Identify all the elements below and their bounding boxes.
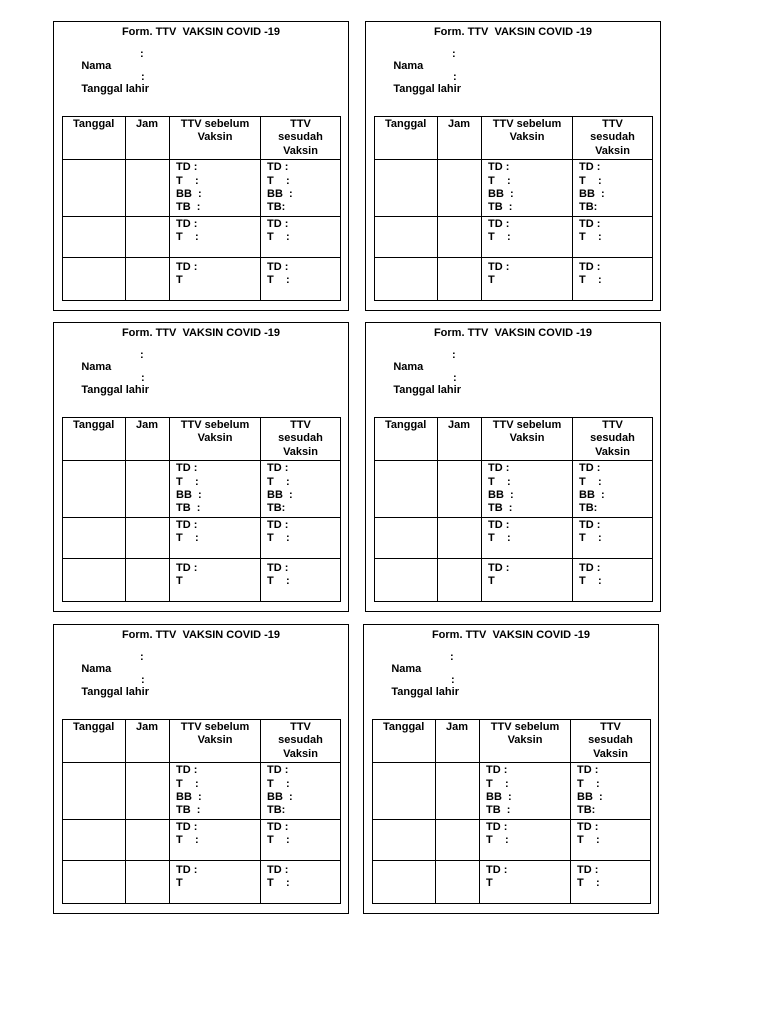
- header-ttv-sesudah-line1: TTV: [602, 118, 623, 130]
- tanggal-cell: [375, 461, 438, 518]
- ttv-form-card: [363, 624, 659, 914]
- tanggal-lahir-colon: :: [453, 372, 457, 384]
- before-vitals-cell: [482, 558, 573, 601]
- header-ttv-sebelum-line1: TTV sebelum: [180, 721, 250, 733]
- vital-line: T :: [176, 174, 199, 187]
- vital-line: TD :: [176, 217, 198, 230]
- tanggal-cell: [63, 257, 126, 300]
- header-jam: Jam: [126, 720, 170, 763]
- header-ttv-sesudah-line2: sesudah: [278, 131, 323, 144]
- header-tanggal: Tanggal: [375, 418, 438, 461]
- header-ttv-sebelum: [482, 418, 573, 461]
- jam-cell: [436, 860, 480, 903]
- table-row: [63, 819, 341, 860]
- header-ttv-sebelum-line2: Vaksin: [509, 131, 545, 144]
- after-vitals-cell: [571, 819, 651, 860]
- table-row: [375, 558, 653, 601]
- ttv-table: [62, 116, 341, 301]
- header-ttv-sesudah: [261, 418, 341, 461]
- header-ttv-sesudah-line1: TTV: [600, 721, 621, 733]
- jam-cell: [438, 160, 482, 217]
- tanggal-cell: [375, 160, 438, 217]
- nama-label: Nama: [393, 361, 424, 373]
- vital-line: BB :: [267, 791, 293, 804]
- header-ttv-sesudah-line1: TTV: [290, 721, 311, 733]
- tanggal-cell: [63, 216, 126, 257]
- nama-colon: :: [452, 48, 456, 60]
- after-vitals-cell: [571, 860, 651, 903]
- table-row: [375, 160, 653, 217]
- before-vitals-cell: [480, 860, 571, 903]
- jam-cell: [438, 461, 482, 518]
- vital-line: T :: [579, 475, 602, 488]
- jam-cell: [438, 517, 482, 558]
- vital-line: BB :: [176, 188, 202, 201]
- vital-line: T :: [176, 532, 199, 545]
- jam-cell: [126, 819, 170, 860]
- header-ttv-sesudah-line2: sesudah: [590, 131, 635, 144]
- header-ttv-sesudah: [261, 720, 341, 763]
- tanggal-lahir-colon: :: [141, 71, 145, 83]
- table-row: [63, 216, 341, 257]
- vital-line: BB :: [488, 489, 514, 502]
- vital-line: TD :: [579, 518, 601, 531]
- after-vitals-cell: [573, 517, 653, 558]
- nama-colon: :: [452, 349, 456, 361]
- vital-line: T :: [488, 475, 511, 488]
- vital-line: T :: [176, 834, 199, 847]
- ttv-table: [62, 417, 341, 602]
- form-title: Form. TTV VAKSIN COVID -19: [431, 629, 591, 641]
- table-header-row: [375, 117, 653, 160]
- before-vitals-cell: [480, 819, 571, 860]
- table-row: [63, 517, 341, 558]
- vital-line: T :: [267, 274, 290, 287]
- header-ttv-sebelum-line1: TTV sebelum: [180, 419, 250, 431]
- header-ttv-sesudah: [573, 117, 653, 160]
- header-ttv-sesudah-line3: Vaksin: [595, 445, 630, 458]
- vital-line: T :: [486, 834, 509, 847]
- after-vitals-cell: [261, 819, 341, 860]
- vital-line: TD :: [486, 764, 508, 777]
- after-vitals-cell: [573, 160, 653, 217]
- header-ttv-sebelum-line1: TTV sebelum: [490, 721, 560, 733]
- nama-colon: :: [140, 48, 144, 60]
- vital-line: TD :: [488, 462, 510, 475]
- ttv-table: [372, 719, 651, 904]
- header-ttv-sebelum: [482, 117, 573, 160]
- table-row: [375, 517, 653, 558]
- vital-line: T :: [267, 877, 290, 890]
- jam-cell: [438, 558, 482, 601]
- table-row: [375, 257, 653, 300]
- vital-line: TB:: [579, 201, 598, 214]
- after-vitals-cell: [261, 461, 341, 518]
- table-header-row: [63, 418, 341, 461]
- tanggal-cell: [63, 558, 126, 601]
- vital-line: T :: [579, 575, 602, 588]
- vital-line: TD :: [577, 764, 599, 777]
- vital-line: BB :: [579, 188, 605, 201]
- vital-line: TD :: [176, 518, 198, 531]
- vital-line: TD :: [267, 764, 289, 777]
- vital-line: TB :: [486, 804, 511, 817]
- tanggal-cell: [63, 160, 126, 217]
- table-row: [373, 763, 651, 820]
- vital-line: TD :: [488, 518, 510, 531]
- vital-line: TD :: [176, 764, 198, 777]
- tanggal-cell: [63, 461, 126, 518]
- tanggal-cell: [375, 257, 438, 300]
- vital-line: TB :: [176, 502, 201, 515]
- table-row: [375, 461, 653, 518]
- header-ttv-sesudah: [571, 720, 651, 763]
- vital-line: TD :: [579, 217, 601, 230]
- tanggal-lahir-field: [63, 71, 149, 119]
- vital-line: TD :: [267, 462, 289, 475]
- vital-line: BB :: [267, 188, 293, 201]
- tanggal-lahir-label: Tanggal lahir: [393, 83, 461, 95]
- tanggal-lahir-field: [375, 71, 461, 119]
- vital-line: TB :: [176, 804, 201, 817]
- before-vitals-cell: [482, 216, 573, 257]
- vital-line: T :: [267, 475, 290, 488]
- form-title: Form. TTV VAKSIN COVID -19: [121, 26, 281, 38]
- vital-line: T :: [579, 174, 602, 187]
- header-ttv-sebelum-line1: TTV sebelum: [492, 118, 562, 130]
- vital-line: TB:: [267, 201, 286, 214]
- form-title: Form. TTV VAKSIN COVID -19: [433, 26, 593, 38]
- before-vitals-cell: [170, 216, 261, 257]
- vital-line: TD :: [267, 561, 289, 574]
- jam-cell: [438, 216, 482, 257]
- form-title: Form. TTV VAKSIN COVID -19: [121, 629, 281, 641]
- header-ttv-sebelum-line1: TTV sebelum: [180, 118, 250, 130]
- nama-colon: :: [450, 651, 454, 663]
- form-title: Form. TTV VAKSIN COVID -19: [121, 327, 281, 339]
- form-title: Form. TTV VAKSIN COVID -19: [433, 327, 593, 339]
- before-vitals-cell: [482, 461, 573, 518]
- header-ttv-sesudah: [573, 418, 653, 461]
- before-vitals-cell: [170, 860, 261, 903]
- header-ttv-sesudah-line3: Vaksin: [283, 445, 318, 458]
- header-ttv-sebelum-line1: TTV sebelum: [492, 419, 562, 431]
- tanggal-lahir-colon: :: [451, 674, 455, 686]
- vital-line: TD :: [486, 863, 508, 876]
- tanggal-lahir-label: Tanggal lahir: [81, 384, 149, 396]
- nama-label: Nama: [81, 361, 112, 373]
- vital-line: T :: [267, 532, 290, 545]
- vital-line: T: [488, 575, 495, 588]
- jam-cell: [126, 461, 170, 518]
- before-vitals-cell: [170, 517, 261, 558]
- after-vitals-cell: [261, 160, 341, 217]
- vital-line: TD :: [176, 561, 198, 574]
- ttv-table: [62, 719, 341, 904]
- vital-line: TD :: [267, 820, 289, 833]
- vital-line: BB :: [267, 489, 293, 502]
- header-ttv-sesudah-line1: TTV: [290, 118, 311, 130]
- tanggal-lahir-colon: :: [453, 71, 457, 83]
- vital-line: T :: [488, 532, 511, 545]
- tanggal-lahir-field: [63, 372, 149, 420]
- table-row: [63, 860, 341, 903]
- tanggal-lahir-label: Tanggal lahir: [81, 686, 149, 698]
- header-ttv-sebelum: [170, 720, 261, 763]
- vital-line: T :: [488, 174, 511, 187]
- before-vitals-cell: [482, 257, 573, 300]
- vital-line: TD :: [488, 217, 510, 230]
- header-ttv-sebelum-line2: Vaksin: [507, 734, 543, 747]
- table-row: [63, 558, 341, 601]
- header-tanggal: Tanggal: [373, 720, 436, 763]
- vital-line: TD :: [267, 518, 289, 531]
- before-vitals-cell: [480, 763, 571, 820]
- vital-line: T :: [267, 174, 290, 187]
- header-ttv-sesudah-line3: Vaksin: [595, 144, 630, 157]
- vital-line: T :: [267, 777, 290, 790]
- vital-line: TD :: [267, 863, 289, 876]
- vital-line: T :: [579, 274, 602, 287]
- table-row: [373, 819, 651, 860]
- vital-line: BB :: [577, 791, 603, 804]
- tanggal-cell: [63, 860, 126, 903]
- ttv-form-card: [53, 624, 349, 914]
- tanggal-cell: [63, 517, 126, 558]
- vital-line: T :: [579, 231, 602, 244]
- before-vitals-cell: [170, 819, 261, 860]
- after-vitals-cell: [261, 216, 341, 257]
- table-header-row: [63, 117, 341, 160]
- vital-line: T: [488, 274, 495, 287]
- vital-line: TD :: [176, 863, 198, 876]
- table-row: [63, 763, 341, 820]
- before-vitals-cell: [482, 160, 573, 217]
- tanggal-lahir-field: [373, 674, 459, 722]
- vital-line: TD :: [267, 161, 289, 174]
- vital-line: T :: [579, 532, 602, 545]
- tanggal-cell: [373, 819, 436, 860]
- header-ttv-sesudah: [261, 117, 341, 160]
- vital-line: BB :: [176, 791, 202, 804]
- header-jam: Jam: [126, 117, 170, 160]
- vital-line: TD :: [488, 561, 510, 574]
- vital-line: TD :: [577, 820, 599, 833]
- header-ttv-sesudah-line3: Vaksin: [283, 144, 318, 157]
- vital-line: TD :: [176, 820, 198, 833]
- vital-line: TD :: [488, 161, 510, 174]
- ttv-form-card: [365, 322, 661, 612]
- vital-line: T :: [577, 834, 600, 847]
- vital-line: T: [176, 877, 183, 890]
- vital-line: T :: [176, 475, 199, 488]
- vital-line: TD :: [176, 260, 198, 273]
- vital-line: BB :: [176, 489, 202, 502]
- vital-line: T :: [176, 231, 199, 244]
- ttv-form-card: [365, 21, 661, 311]
- tanggal-cell: [375, 517, 438, 558]
- after-vitals-cell: [573, 216, 653, 257]
- tanggal-cell: [375, 216, 438, 257]
- header-ttv-sebelum-line2: Vaksin: [197, 432, 233, 445]
- vital-line: T :: [176, 777, 199, 790]
- nama-label: Nama: [81, 663, 112, 675]
- nama-colon: :: [140, 349, 144, 361]
- jam-cell: [436, 819, 480, 860]
- vital-line: TB:: [267, 804, 286, 817]
- tanggal-cell: [375, 558, 438, 601]
- header-ttv-sesudah-line2: sesudah: [590, 432, 635, 445]
- tanggal-lahir-label: Tanggal lahir: [391, 686, 459, 698]
- header-tanggal: Tanggal: [63, 720, 126, 763]
- nama-label: Nama: [393, 60, 424, 72]
- vital-line: T :: [577, 777, 600, 790]
- ttv-table: [374, 417, 653, 602]
- vital-line: T: [486, 877, 493, 890]
- header-ttv-sesudah-line2: sesudah: [278, 734, 323, 747]
- vital-line: TD :: [176, 462, 198, 475]
- tanggal-lahir-colon: :: [141, 372, 145, 384]
- tanggal-lahir-colon: :: [141, 674, 145, 686]
- before-vitals-cell: [170, 558, 261, 601]
- ttv-form-card: [53, 322, 349, 612]
- after-vitals-cell: [261, 860, 341, 903]
- vital-line: TD :: [579, 462, 601, 475]
- nama-colon: :: [140, 651, 144, 663]
- tanggal-cell: [63, 819, 126, 860]
- vital-line: T :: [488, 231, 511, 244]
- jam-cell: [126, 860, 170, 903]
- header-tanggal: Tanggal: [375, 117, 438, 160]
- vital-line: T: [176, 575, 183, 588]
- table-header-row: [373, 720, 651, 763]
- tanggal-lahir-field: [375, 372, 461, 420]
- header-ttv-sesudah-line2: sesudah: [588, 734, 633, 747]
- before-vitals-cell: [170, 763, 261, 820]
- vital-line: T: [176, 274, 183, 287]
- header-jam: Jam: [126, 418, 170, 461]
- table-row: [375, 216, 653, 257]
- header-ttv-sebelum: [170, 418, 261, 461]
- vital-line: T :: [267, 575, 290, 588]
- nama-label: Nama: [391, 663, 422, 675]
- tanggal-lahir-label: Tanggal lahir: [81, 83, 149, 95]
- after-vitals-cell: [261, 558, 341, 601]
- jam-cell: [126, 257, 170, 300]
- header-ttv-sesudah-line3: Vaksin: [283, 747, 318, 760]
- before-vitals-cell: [170, 257, 261, 300]
- after-vitals-cell: [261, 763, 341, 820]
- tanggal-lahir-field: [63, 674, 149, 722]
- table-header-row: [63, 720, 341, 763]
- header-tanggal: Tanggal: [63, 117, 126, 160]
- vital-line: BB :: [486, 791, 512, 804]
- jam-cell: [126, 517, 170, 558]
- header-ttv-sesudah-line3: Vaksin: [593, 747, 628, 760]
- vital-line: TD :: [176, 161, 198, 174]
- vital-line: BB :: [579, 489, 605, 502]
- jam-cell: [126, 216, 170, 257]
- after-vitals-cell: [261, 257, 341, 300]
- jam-cell: [126, 763, 170, 820]
- header-ttv-sebelum-line2: Vaksin: [197, 131, 233, 144]
- vital-line: TD :: [579, 161, 601, 174]
- vital-line: T :: [486, 777, 509, 790]
- header-jam: Jam: [438, 117, 482, 160]
- header-ttv-sebelum: [480, 720, 571, 763]
- vital-line: T :: [577, 877, 600, 890]
- vital-line: T :: [267, 834, 290, 847]
- header-ttv-sesudah-line2: sesudah: [278, 432, 323, 445]
- header-ttv-sesudah-line1: TTV: [602, 419, 623, 431]
- after-vitals-cell: [573, 558, 653, 601]
- header-ttv-sebelum: [170, 117, 261, 160]
- vital-line: TB:: [267, 502, 286, 515]
- tanggal-cell: [63, 763, 126, 820]
- header-tanggal: Tanggal: [63, 418, 126, 461]
- jam-cell: [126, 160, 170, 217]
- tanggal-cell: [373, 763, 436, 820]
- vital-line: TB :: [176, 201, 201, 214]
- after-vitals-cell: [571, 763, 651, 820]
- nama-label: Nama: [81, 60, 112, 72]
- ttv-form-card: [53, 21, 349, 311]
- before-vitals-cell: [482, 517, 573, 558]
- jam-cell: [438, 257, 482, 300]
- jam-cell: [436, 763, 480, 820]
- header-ttv-sebelum-line2: Vaksin: [509, 432, 545, 445]
- ttv-table: [374, 116, 653, 301]
- vital-line: TD :: [267, 217, 289, 230]
- before-vitals-cell: [170, 160, 261, 217]
- table-row: [63, 257, 341, 300]
- vital-line: TB :: [488, 201, 513, 214]
- vital-line: TB :: [488, 502, 513, 515]
- header-jam: Jam: [438, 418, 482, 461]
- vital-line: TB:: [577, 804, 596, 817]
- table-row: [63, 461, 341, 518]
- header-ttv-sesudah-line1: TTV: [290, 419, 311, 431]
- vital-line: TD :: [267, 260, 289, 273]
- vital-line: TB:: [579, 502, 598, 515]
- vital-line: TD :: [488, 260, 510, 273]
- table-header-row: [375, 418, 653, 461]
- after-vitals-cell: [261, 517, 341, 558]
- table-row: [63, 160, 341, 217]
- tanggal-lahir-label: Tanggal lahir: [393, 384, 461, 396]
- after-vitals-cell: [573, 257, 653, 300]
- vital-line: T :: [267, 231, 290, 244]
- table-row: [373, 860, 651, 903]
- vital-line: BB :: [488, 188, 514, 201]
- header-ttv-sebelum-line2: Vaksin: [197, 734, 233, 747]
- after-vitals-cell: [573, 461, 653, 518]
- vital-line: TD :: [579, 561, 601, 574]
- vital-line: TD :: [486, 820, 508, 833]
- header-jam: Jam: [436, 720, 480, 763]
- jam-cell: [126, 558, 170, 601]
- tanggal-cell: [373, 860, 436, 903]
- vital-line: TD :: [579, 260, 601, 273]
- vital-line: TD :: [577, 863, 599, 876]
- before-vitals-cell: [170, 461, 261, 518]
